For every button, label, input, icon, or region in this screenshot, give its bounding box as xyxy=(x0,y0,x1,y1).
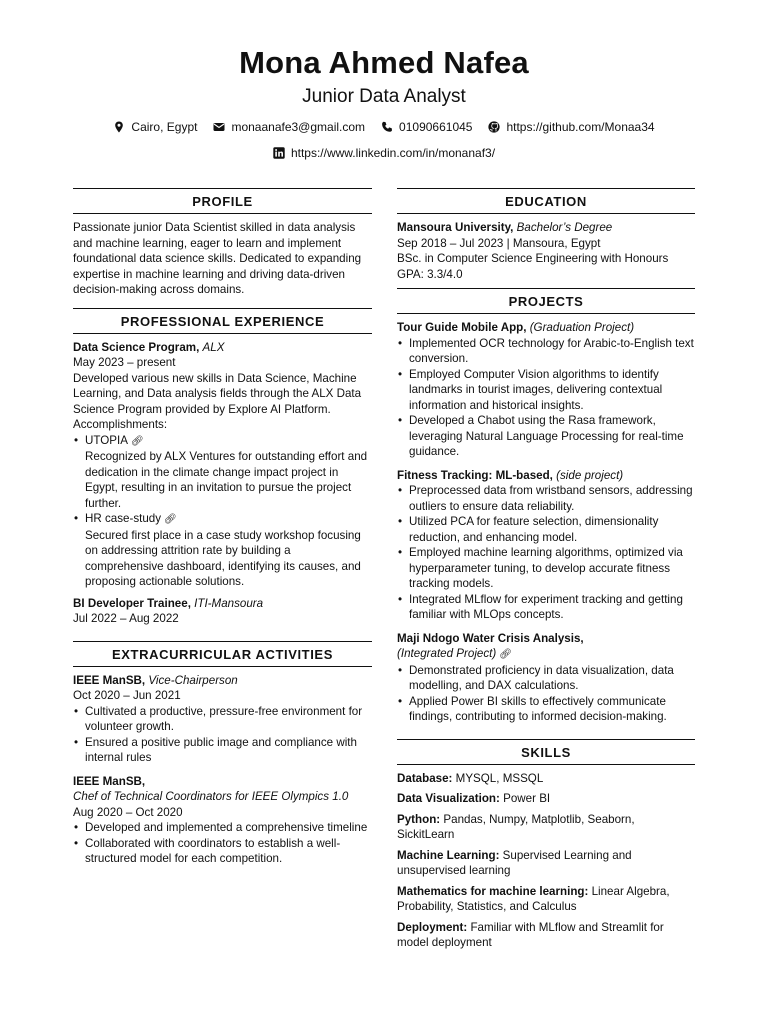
list-item: • Demonstrated proficiency in data visualization, data modelling, and DAX calculations. xyxy=(409,663,695,694)
phone-icon xyxy=(381,121,393,133)
contact-row-2 xyxy=(0,144,768,162)
skill-label: Deployment: xyxy=(397,920,468,934)
project-1-tag: (Graduation Project) xyxy=(529,321,635,334)
project-1-header xyxy=(397,320,695,336)
list-item: • Applied Power BI skills to effectively communicate findings, contributing to informed decision-making. xyxy=(409,694,695,725)
project-2-tag: (side project) xyxy=(556,468,624,482)
skill-value: Power BI xyxy=(503,792,551,805)
github-icon xyxy=(488,121,500,133)
utopia-text: Recognized by ALX Ventures for outstanding effort and dedication in the climate change impact project in Egypt, resulting in an invitation to pursue the project further. xyxy=(85,450,368,510)
left-column xyxy=(73,188,372,867)
candidate-name: Mona Ahmed Nafea xyxy=(239,45,529,80)
project-3-name: Maji Ndogo Water Crisis Analysis, xyxy=(397,631,584,645)
extracurricular-heading: EXTRACURRICULAR ACTIVITIES xyxy=(73,641,372,667)
list-item: • Collaborated with coordinators to establish a well-structured model for each competition. xyxy=(85,836,372,867)
link-icon[interactable]: 🔗︎ xyxy=(164,514,177,525)
project-2-name: Fitness Tracking: ML-based, xyxy=(397,468,553,482)
contact-phone[interactable] xyxy=(381,120,472,134)
location-text: Cairo, Egypt xyxy=(131,120,198,134)
activity-2-role: Chef of Technical Coordinators for IEEE Olympics 1.0 xyxy=(73,790,349,803)
job-1-accomplishments-label: Accomplishments: xyxy=(73,418,168,431)
hr-case-study-title[interactable]: HR case-study xyxy=(85,512,162,525)
email-link[interactable]: monaanafe3@gmail.com xyxy=(231,120,366,134)
activity-2-role-line xyxy=(73,789,372,805)
skill-database xyxy=(397,771,695,787)
utopia-title[interactable]: UTOPIA xyxy=(85,433,128,447)
skill-value: Supervised Learning and unsupervised learning xyxy=(397,848,632,877)
list-item: • Utilized PCA for feature selection, dimensionality reduction, and enhancing model. xyxy=(409,514,695,545)
contact-location xyxy=(113,120,197,134)
contact-github[interactable] xyxy=(488,120,654,134)
skill-value: Pandas, Numpy, Matplotlib, Seaborn, SickitLearn xyxy=(397,812,635,841)
skill-mathematics xyxy=(397,884,695,915)
activity-1-header xyxy=(73,673,372,689)
activity-1-role: Vice-Chairperson xyxy=(148,673,238,687)
linkedin-link[interactable]: https://www.linkedin.com/in/monanaf3/ xyxy=(290,146,496,160)
list-item: • Cultivated a productive, pressure-free environment for volunteer growth. xyxy=(85,704,372,735)
list-item: • Preprocessed data from wristband sensors, addressing outliers to ensure data reliability. xyxy=(409,483,695,514)
education-major: BSc. in Computer Science Engineering with Honours xyxy=(397,252,669,265)
project-3-bullets xyxy=(397,663,695,725)
candidate-title: Junior Data Analyst xyxy=(302,86,466,107)
education-heading: EDUCATION xyxy=(397,188,695,214)
activity-2-header xyxy=(73,774,372,790)
project-2-bullets xyxy=(397,483,695,623)
education-header xyxy=(397,220,695,236)
right-column xyxy=(397,188,695,951)
job-2-role: ITI-Mansoura xyxy=(194,596,264,610)
skill-value: MYSQL, MSSQL xyxy=(455,771,544,785)
skill-deployment xyxy=(397,920,695,951)
job-1-dates: May 2023 – present xyxy=(73,356,176,369)
degree: Bachelor’s Degree xyxy=(516,221,613,234)
job-1-org: Data Science Program, xyxy=(73,340,200,354)
list-item: • Integrated MLflow for experiment tracking and getting familiar with MLOps concepts. xyxy=(409,592,695,623)
activity-2-org: IEEE ManSB, xyxy=(73,774,146,788)
activity-2-dates: Aug 2020 – Oct 2020 xyxy=(73,805,183,819)
skill-python xyxy=(397,812,695,843)
education-dates: Sep 2018 – Jul 2023 | Mansoura, Egypt xyxy=(397,236,601,250)
job-1-header xyxy=(73,340,372,356)
job-1-description: Developed various new skills in Data Science, Machine Learning, and Data analysis fields through the ALX Data Science Program provided by Explore AI Platform. xyxy=(73,371,362,416)
projects-heading: PROJECTS xyxy=(397,288,695,314)
skill-value: Linear Algebra, Probability, Statistics, and Calculus xyxy=(397,884,670,913)
list-item xyxy=(85,511,372,590)
list-item: • Employed Computer Vision algorithms to identify landmarks in tourist images, delivering contextual information and historical insights. xyxy=(409,367,695,414)
job-2-header xyxy=(73,596,372,612)
project-1-name: Tour Guide Mobile App, xyxy=(397,321,527,334)
activity-2-bullets xyxy=(73,820,372,867)
activity-1-dates: Oct 2020 – Jun 2021 xyxy=(73,689,181,702)
skill-label: Database: xyxy=(397,771,453,785)
envelope-icon xyxy=(213,121,225,133)
list-item: • Developed and implemented a comprehensive timeline xyxy=(85,820,372,836)
skill-value: Familiar with MLflow and Streamlit for model deployment xyxy=(397,920,664,949)
contact-linkedin[interactable] xyxy=(273,146,495,160)
activity-1-bullets xyxy=(73,704,372,766)
activity-1-org: IEEE ManSB, xyxy=(73,673,146,687)
contact-email[interactable] xyxy=(213,120,365,134)
skill-label: Machine Learning: xyxy=(397,848,500,862)
school-name: Mansoura University, xyxy=(397,221,514,234)
hr-case-study-text: Secured first place in a case study workshop focusing on addressing attrition rate by building a comprehensive dashboard, identifying its causes, and proposing actionable solutions. xyxy=(85,528,361,588)
skill-label: Mathematics for machine learning: xyxy=(397,884,589,898)
list-item: • Ensured a positive public image and compliance with internal rules xyxy=(85,735,372,766)
github-link[interactable]: https://github.com/Monaa34 xyxy=(506,120,655,134)
project-3-tag: (Integrated Project) xyxy=(397,647,497,660)
list-item: • Employed machine learning algorithms, optimized via hyperparameter tuning, to develop accurate fitness tracking models. xyxy=(409,545,695,592)
profile-text: Passionate junior Data Scientist skilled in data analysis and machine learning, eager to learn and implement foundational data science skills. Dedicated to expanding expertise in machine learning and driving data-driven decision-making across domains. xyxy=(73,221,362,296)
skill-label: Data Visualization: xyxy=(397,792,500,805)
phone-link[interactable]: 01090661045 xyxy=(399,120,473,134)
experience-heading: PROFESSIONAL EXPERIENCE xyxy=(73,308,372,334)
project-2-header xyxy=(397,468,695,484)
map-pin-icon xyxy=(113,121,125,133)
linkedin-icon xyxy=(273,147,285,159)
job-2-dates: Jul 2022 – Aug 2022 xyxy=(73,612,179,625)
link-icon[interactable]: 🔗︎ xyxy=(130,435,144,447)
skills-heading: SKILLS xyxy=(397,739,695,765)
contact-row xyxy=(0,118,768,136)
list-item: • Implemented OCR technology for Arabic-to-English text conversion. xyxy=(409,336,695,367)
project-3-tag-line xyxy=(397,646,695,663)
job-2-org: BI Developer Trainee, xyxy=(73,596,191,610)
job-1-role: ALX xyxy=(202,340,225,354)
project-1-bullets xyxy=(397,336,695,460)
skill-data-visualization xyxy=(397,791,695,807)
skill-label: Python: xyxy=(397,812,441,826)
link-icon[interactable]: 🔗︎ xyxy=(499,649,512,660)
list-item xyxy=(85,433,372,512)
resume-header xyxy=(0,0,768,162)
accomplishments-list xyxy=(73,433,372,590)
profile-heading: PROFILE xyxy=(73,188,372,214)
list-item: • Developed a Chabot using the Rasa framework, leveraging Natural Language Processing for real-time guidance. xyxy=(409,413,695,460)
education-gpa: GPA: 3.3/4.0 xyxy=(397,267,463,281)
skill-machine-learning xyxy=(397,848,695,879)
project-3-header xyxy=(397,631,695,647)
